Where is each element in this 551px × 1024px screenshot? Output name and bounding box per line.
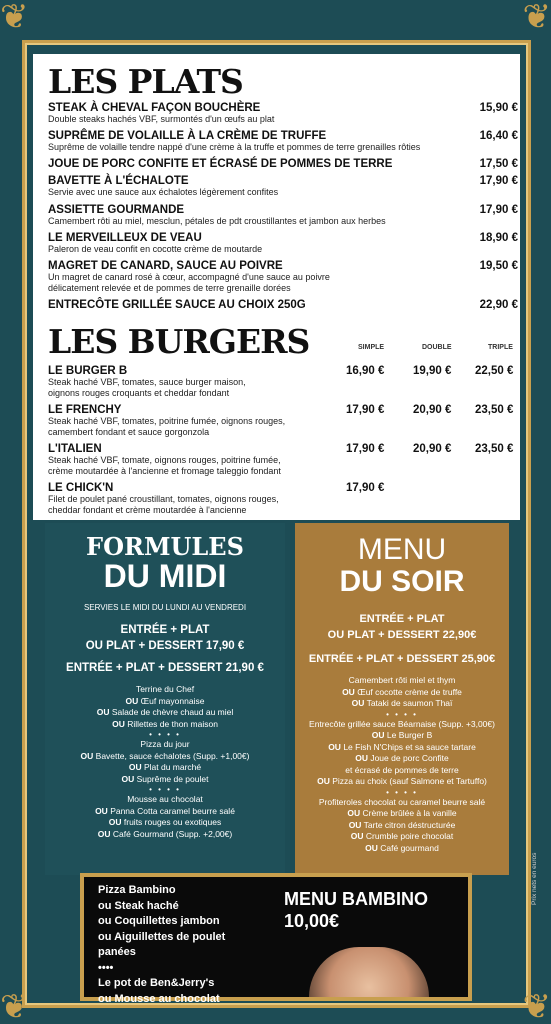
burger-item <box>48 482 518 515</box>
midi-dessert: Mousse au chocolat <box>127 794 203 804</box>
soir-dessert: OU Crème brûlée à la vanille <box>347 808 457 818</box>
midi-plat: OU Bavette, sauce échalotes (Supp. +1,00€) <box>80 750 250 761</box>
soir-dessert: OU Crumble poire chocolat <box>350 831 454 841</box>
bambino-title: MENU BAMBINO <box>284 889 428 909</box>
menu-bambino-panel <box>80 873 472 1005</box>
midi-dessert: OU Panna Cotta caramel beurre salé <box>95 805 235 816</box>
price-double: 19,90 € <box>413 365 452 377</box>
soir-plat: OU Le Burger B <box>371 730 433 740</box>
child-photo <box>309 947 429 997</box>
burger-desc: Filet de poulet pané croustillant, tomates, oignons rouges, <box>48 494 279 504</box>
dish-item <box>48 175 518 198</box>
soir-title-2: DU SOIR <box>339 565 465 598</box>
ornament-icon: ❦ <box>0 0 29 37</box>
price-triple: 22,50 € <box>475 365 514 377</box>
bambino-line: ou Coquillettes jambon <box>98 915 220 927</box>
burger-name: LE FRENCHY <box>48 404 122 416</box>
soir-formula-2: ENTRÉE + PLAT + DESSERT 25,90€ <box>308 653 496 665</box>
dish-item <box>48 299 518 311</box>
column-header-double: DOUBLE <box>422 344 452 351</box>
dish-desc: Un magret de canard rosé à cœur, accompagné d'une sauce au poivre <box>48 272 330 282</box>
midi-title-2: DU MIDI <box>103 558 227 594</box>
soir-formula-1b: OU PLAT + DESSERT 22,90€ <box>327 629 477 641</box>
midi-entree: Terrine du Chef <box>135 684 195 694</box>
ornament-icon: ❦ <box>0 987 29 1024</box>
soir-formula-1a: ENTRÉE + PLAT <box>359 613 445 625</box>
dish-name: LE MERVEILLEUX DE VEAU <box>48 232 202 244</box>
dish-name: SUPRÊME DE VOLAILLE À LA CRÈME DE TRUFFE <box>48 130 327 142</box>
dish-item <box>48 130 518 153</box>
formules-midi-panel <box>45 523 285 875</box>
soir-entree: OU Œuf cocotte crème de truffe <box>342 686 462 697</box>
dish-price: 16,40 € <box>479 130 518 142</box>
soir-plat: OU Joue de porc Confite <box>355 753 449 763</box>
midi-plat: Pizza du jour <box>140 739 190 749</box>
ornament-icon: ❦ <box>522 0 551 37</box>
price-double: 20,90 € <box>413 443 452 455</box>
burger-item <box>48 365 518 398</box>
separator-dots: • • • • <box>386 709 418 719</box>
separator-dots: • • • • <box>386 787 418 797</box>
dish-item <box>48 232 518 255</box>
midi-dessert: OU fruits rouges ou exotiques <box>108 817 222 827</box>
price-triple: 23,50 € <box>475 443 514 455</box>
soir-title-1: MENU <box>357 533 447 566</box>
bambino-line: panées <box>98 946 136 958</box>
burger-item <box>48 443 518 476</box>
price-simple: 16,90 € <box>346 365 385 377</box>
dish-desc: délicatement relevée et de pommes de terre grenaille dorées <box>48 282 291 293</box>
bambino-price: 10,00€ <box>284 911 340 931</box>
dish-item <box>48 158 518 170</box>
bambino-line: •••• <box>98 961 114 974</box>
dish-price: 15,90 € <box>479 102 518 114</box>
soir-dessert: OU Tarte citron déstructurée <box>348 819 456 830</box>
column-header-simple: SIMPLE <box>358 344 385 351</box>
dish-name: JOUE DE PORC CONFITE ET ÉCRASÉ DE POMMES DE TERRE <box>48 158 393 170</box>
dish-desc: Double steaks hachés VBF, surmontés d'un œufs au plat <box>48 114 275 124</box>
burger-desc: Steak haché VBF, tomate, oignons rouges, poitrine fumée, <box>48 455 281 465</box>
burger-desc: Steak haché VBF, tomates, sauce burger maison, <box>48 377 246 387</box>
ou-label: OU <box>112 718 125 729</box>
dish-price: 19,50 € <box>479 260 518 272</box>
column-header-triple: TRIPLE <box>488 344 513 351</box>
dish-name: STEAK À CHEVAL FAÇON BOUCHÈRE <box>48 102 261 114</box>
bambino-line: ou Aiguillettes de poulet <box>98 930 226 943</box>
dish-item <box>48 260 518 293</box>
bambino-line: Le pot de Ben&Jerry's <box>98 977 215 989</box>
soir-plat: OU Le Fish N'Chips et sa sauce tartare <box>328 741 476 752</box>
ou-label: OU <box>125 695 139 706</box>
midi-plat: OU Plat du marché <box>128 762 202 772</box>
burger-name: LE BURGER B <box>48 365 128 377</box>
dish-price: 17,90 € <box>479 204 518 216</box>
soir-plat: OU Pizza au choix (sauf Salmone et Tartuffo) <box>317 776 487 786</box>
soir-plat: Entrecôte grillée sauce Béarnaise (Supp. +3,00€) <box>309 718 495 729</box>
bambino-line: ou Steak haché <box>98 899 179 912</box>
burger-desc: Steak haché VBF, tomates, poitrine fumée, oignons rouges, <box>48 416 286 426</box>
separator-dots: • • • • <box>149 730 181 739</box>
soir-dessert: OU Café gourmand <box>365 842 439 853</box>
midi-plat: OU Suprême de poulet <box>121 773 209 784</box>
dish-name: ENTRECÔTE GRILLÉE SAUCE AU CHOIX 250G <box>48 299 306 311</box>
dish-item <box>48 204 518 227</box>
dish-item <box>48 102 518 125</box>
ou-label: OU <box>96 707 110 717</box>
burger-item <box>48 404 518 437</box>
menu-soir-panel <box>295 523 509 875</box>
burger-desc: crème moutardée à l'ancienne et fromage taleggio fondant <box>48 465 281 476</box>
price-simple: 17,90 € <box>346 443 385 455</box>
midi-dessert: OU Café Gourmand (Supp. +2,00€) <box>97 828 233 839</box>
burgers-title: LES BURGERS <box>48 322 310 361</box>
midi-entree: OU Salade de chèvre chaud au miel <box>96 707 234 717</box>
dish-desc: Paleron de veau confit en cocotte crème de moutarde <box>48 244 263 254</box>
price-simple: 17,90 € <box>346 404 385 416</box>
soir-entree: OU Tataki de saumon Thaï <box>351 698 453 708</box>
separator-dots: • • • • <box>149 785 181 794</box>
dish-price: 18,90 € <box>479 232 518 244</box>
dish-name: MAGRET DE CANARD, SAUCE AU POIVRE <box>48 260 283 272</box>
plats-title: LES PLATS <box>48 62 243 101</box>
soir-entree: Camembert rôti miel et thym <box>348 675 456 685</box>
soir-plat: et écrasé de pommes de terre <box>345 764 459 775</box>
ornament-icon: ❦ <box>522 987 551 1024</box>
dish-desc: Camembert rôti au miel, mesclun, pétales de pdt croustillantes et jambon aux herbes <box>48 216 386 226</box>
midi-title-1: FORMULES <box>86 532 244 561</box>
soir-dessert: Profiteroles chocolat ou caramel beurre salé <box>318 796 486 807</box>
burger-desc: oignons rouges croquants et cheddar fondant <box>48 387 230 398</box>
plats-burgers-panel <box>33 54 520 520</box>
price-simple: 17,90 € <box>346 482 385 494</box>
price-triple: 23,50 € <box>475 404 514 416</box>
midi-formula-2: ENTRÉE + PLAT + DESSERT 21,90 € <box>66 662 264 674</box>
dish-name: BAVETTE À L'ÉCHALOTE <box>48 175 189 187</box>
dish-desc: Suprême de volaille tendre nappé d'une crème à la truffe et pommes de terre grenailles rôties <box>48 142 421 152</box>
midi-formula-1b: OU PLAT + DESSERT 17,90 € <box>85 640 245 652</box>
price-double: 20,90 € <box>413 404 452 416</box>
dish-desc: Servie avec une sauce aux échalotes légèrement confites <box>48 187 279 197</box>
burger-name: L'ITALIEN <box>48 443 102 455</box>
dish-price: 17,90 € <box>479 175 518 187</box>
footnote: Prix nets en euros <box>531 852 538 905</box>
dish-price: 22,90 € <box>479 299 518 311</box>
bambino-line: Pizza Bambino <box>98 884 176 896</box>
bambino-line: ou Mousse au chocolat <box>98 992 220 1005</box>
dish-name: ASSIETTE GOURMANDE <box>48 204 185 216</box>
dish-price: 17,50 € <box>479 158 518 170</box>
burger-desc: camembert fondant et sauce gorgonzola <box>48 426 210 437</box>
burger-desc: cheddar fondant et crème moutardée à l'ancienne <box>48 504 247 515</box>
burger-name: LE CHICK'N <box>48 482 114 494</box>
midi-entree: OU Œuf mayonnaise <box>125 695 205 706</box>
midi-subtitle: SERVIES LE MIDI DU LUNDI AU VENDREDI <box>83 603 247 612</box>
midi-formula-1a: ENTRÉE + PLAT <box>120 624 210 636</box>
midi-entree: OU Rillettes de thon maison <box>112 718 218 729</box>
